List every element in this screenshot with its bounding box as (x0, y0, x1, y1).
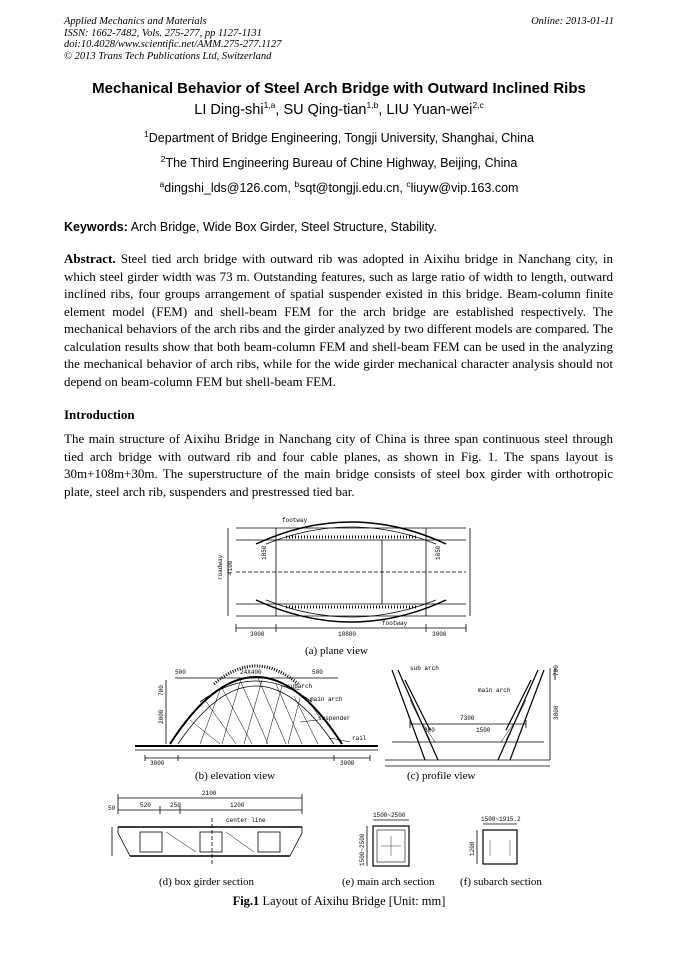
elev-subarch-label: subarch (287, 683, 313, 690)
profile-main-arch-label: main arch (478, 687, 511, 694)
author-name: SU Qing-tian (283, 102, 367, 118)
plane-dim: 4100 (227, 560, 234, 575)
elev-dim: 500 (312, 669, 323, 676)
plane-footway-label: footway (282, 517, 308, 524)
girder-dim: 50 (108, 805, 116, 812)
caption-subarch: (f) subarch section (460, 876, 542, 888)
elev-dim: 700 (158, 685, 165, 696)
girder-dim: 520 (140, 802, 151, 809)
keywords-label: Keywords: (64, 220, 128, 234)
author-name: LI Ding-shi (194, 102, 264, 118)
plane-dim: 3000 (432, 631, 447, 638)
email-link[interactable]: liuyw@vip.163.com (410, 181, 519, 195)
journal-name: Applied Mechanics and Materials (64, 16, 207, 27)
plane-view-drawing (228, 522, 470, 632)
caption-main-arch: (e) main arch section (342, 876, 435, 888)
plane-dim: 1850 (261, 545, 268, 560)
elev-dim: 3000 (150, 760, 165, 767)
affiliation-2: $^2$The Third Engineering Bureau of Chine Highway, Beijing, China (160, 153, 518, 170)
online-date: Online: 2013-01-11 (531, 16, 614, 27)
keywords-text: Arch Bridge, Wide Box Girder, Steel Structure, Stability. (130, 220, 437, 234)
elev-rail-label: rail (352, 735, 367, 742)
author-list: LI Ding-shi$^{1,a}$, SU Qing-tian$^{1,b}$, LIU Yuan-wei$^{2,c}$ (194, 100, 484, 118)
doi-line: doi:10.4028/www.scientific.net/AMM.275-277.1127 (64, 39, 282, 50)
email-link[interactable]: dingshi_lds@126.com (164, 181, 288, 195)
figure-caption (0, 894, 678, 909)
girder-dim: 250 (170, 802, 181, 809)
author-name: LIU Yuan-wei (386, 102, 473, 118)
main-arch-dim: 1500~2500 (359, 833, 366, 866)
section-heading: Introduction (64, 407, 135, 422)
main-arch-dim: 1500~2500 (373, 812, 406, 819)
caption-profile-view: (c) profile view (407, 770, 476, 782)
plane-dim: 10800 (338, 631, 357, 638)
subarch-dim: 1200 (469, 841, 476, 856)
elev-dim: 3000 (340, 760, 355, 767)
profile-dim: 3800 (553, 705, 560, 720)
girder-dim: 2100 (202, 790, 217, 797)
email-link[interactable]: sqt@tongji.edu.cn (299, 181, 400, 195)
caption-plane-view: (a) plane view (305, 645, 368, 657)
elev-main-arch-label: main arch (310, 696, 343, 703)
profile-dim: 1500 (476, 727, 491, 734)
plane-footway-label: footway (382, 620, 408, 627)
abstract-label: Abstract. (64, 251, 116, 266)
girder-dim: 1200 (230, 802, 245, 809)
profile-dim: 700 (553, 665, 560, 676)
abstract-text: Steel tied arch bridge with outward rib was adopted in Aixihu bridge in Nanchang city, in which steel girder width was 73 m. Outstanding features, such as large ratio of width to length, outward inclined ribs, four groups arrangement of spatial suspender existed in this bridge. Beam-column finite element model (FEM) and shell-beam FEM for the arch bridge are established respectively. The mechanical behaviors of the arch ribs and the girder analyzed by two different models are compared. The calculation results show that both beam-column FEM and shell-beam FEM can be used in the analyzing the mechanical behavior of arch ribs, while for the wide girder mechanical character analysis should not depend on beam-column FEM but shell-beam FEM. (64, 251, 613, 389)
elev-suspender-label: suspender (318, 715, 351, 722)
email-line: $^a$dingshi_lds@126.com, $^b$sqt@tongji.edu.cn, $^c$liuyw@vip.163.com (159, 178, 519, 195)
profile-dim: 7300 (460, 715, 475, 722)
profile-dim: 300 (424, 727, 435, 734)
elev-dim: 2000 (158, 709, 165, 724)
plane-dim: 1650 (435, 545, 442, 560)
plane-dim: 3000 (250, 631, 265, 638)
girder-center-line-label: center line (226, 817, 266, 824)
subarch-section-drawing (477, 824, 517, 864)
copyright-line: © 2013 Trans Tech Publications Ltd, Switzerland (64, 50, 272, 62)
caption-elevation-view: (b) elevation view (195, 770, 276, 782)
profile-sub-arch-label: sub arch (410, 665, 439, 672)
caption-box-girder: (d) box girder section (159, 876, 254, 888)
plane-roadway-label: roadway (217, 554, 224, 580)
elevation-view-drawing (135, 666, 378, 761)
elev-dim: 500 (175, 669, 186, 676)
figure-caption-text: Layout of Aixihu Bridge [Unit: mm] (262, 894, 446, 908)
paper-title: Mechanical Behavior of Steel Arch Bridge with Outward Inclined Ribs (92, 80, 586, 97)
main-arch-section-drawing (367, 820, 409, 866)
affiliation-1: $^1$Department of Bridge Engineering, Tongji University, Shanghai, China (144, 128, 534, 145)
introduction-text: The main structure of Aixihu Bridge in Nanchang city of China is three span continuous steel through tied arch bridge with outward rib and four cable planes, as shown in Fig. 1. The spans layout is 30m+108m+30m. The superstructure of the main bridge consists of steel box girder with orthotropic plate, steel arch rib, suspenders and prestressed tied bar. (64, 431, 613, 499)
issn-line: ISSN: 1662-7482, Vols. 275-277, pp 1127-1131 (64, 27, 262, 39)
elev-dim: 24X400 (240, 669, 262, 676)
figure-label: Fig.1 (232, 894, 260, 908)
subarch-dim: 1500~1915.2 (481, 816, 521, 823)
